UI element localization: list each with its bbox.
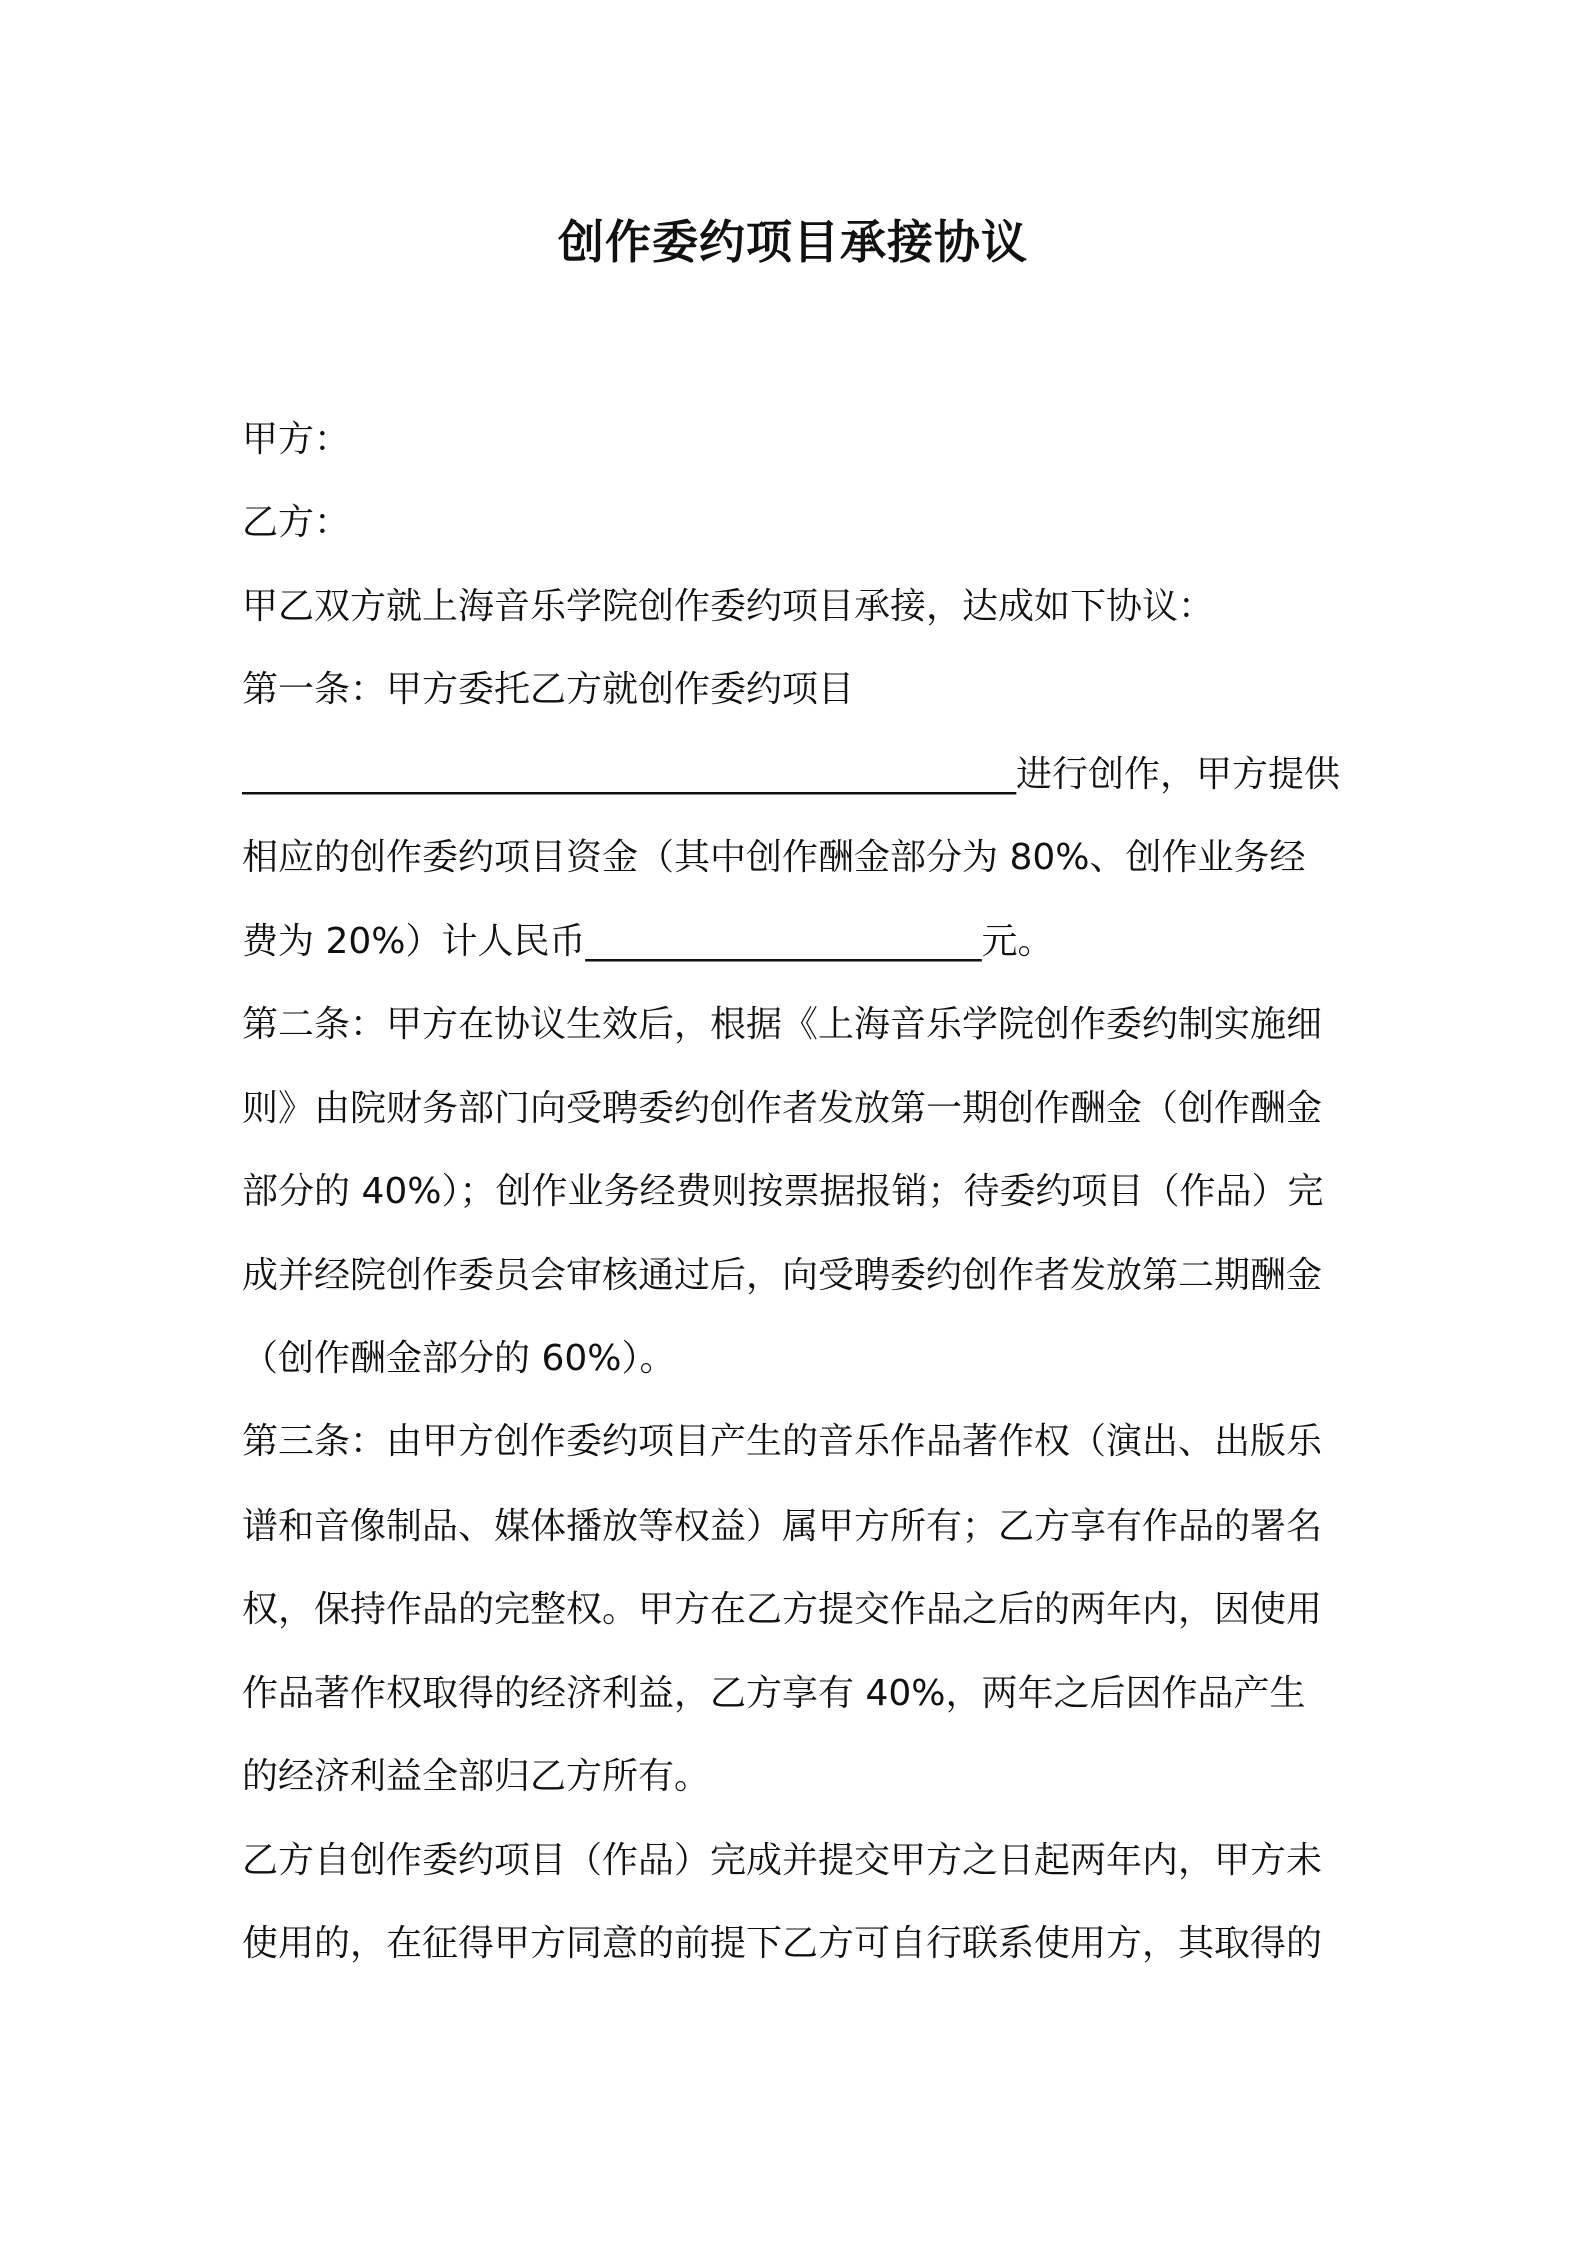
- article-2-line: 部分的 40%）；创作业务经费则按票据报销；待委约项目（作品）完: [242, 1171, 1324, 1212]
- article-1-line: ___________________________________________进行创作，甲方提供: [242, 754, 1341, 795]
- article-3-line: 谱和音像制品、媒体播放等权益）属甲方所有；乙方享有作品的署名: [242, 1506, 1323, 1547]
- article-1-line: 费为 20%）计人民币______________________元。: [242, 921, 1054, 962]
- article-2-line: （创作酬金部分的 60%）。: [242, 1338, 676, 1379]
- article-1-line: 第一条：甲方委托乙方就创作委约项目: [242, 669, 855, 710]
- article-3-line: 第三条：由甲方创作委约项目产生的音乐作品著作权（演出、出版乐: [242, 1421, 1323, 1462]
- article-2-line: 第二条：甲方在协议生效后，根据《上海音乐学院创作委约制实施细: [242, 1004, 1323, 1045]
- preamble-line: 甲乙双方就上海音乐学院创作委约项目承接，达成如下协议：: [242, 586, 1215, 627]
- party-b-line: 乙方：: [242, 502, 351, 543]
- party-a-line: 甲方：: [242, 419, 351, 460]
- article-1-line: 相应的创作委约项目资金（其中创作酬金部分为 80%、创作业务经: [242, 837, 1306, 878]
- paragraph-line: 使用的，在征得甲方同意的前提下乙方可自行联系使用方，其取得的: [242, 1923, 1323, 1964]
- article-3-line: 权，保持作品的完整权。甲方在乙方提交作品之后的两年内，因使用: [242, 1589, 1323, 1630]
- article-3-line: 的经济利益全部归乙方所有。: [242, 1756, 711, 1797]
- document-title: 创作委约项目承接协议: [558, 215, 1028, 269]
- article-2-line: 则》由院财务部门向受聘委约创作者发放第一期创作酬金（创作酬金: [242, 1088, 1323, 1129]
- article-2-line: 成并经院创作委员会审核通过后，向受聘委约创作者发放第二期酬金: [242, 1255, 1323, 1296]
- article-3-line: 作品著作权取得的经济利益，乙方享有 40%，两年之后因作品产生: [242, 1673, 1306, 1714]
- paragraph-line: 乙方自创作委约项目（作品）完成并提交甲方之日起两年内，甲方未: [242, 1840, 1323, 1881]
